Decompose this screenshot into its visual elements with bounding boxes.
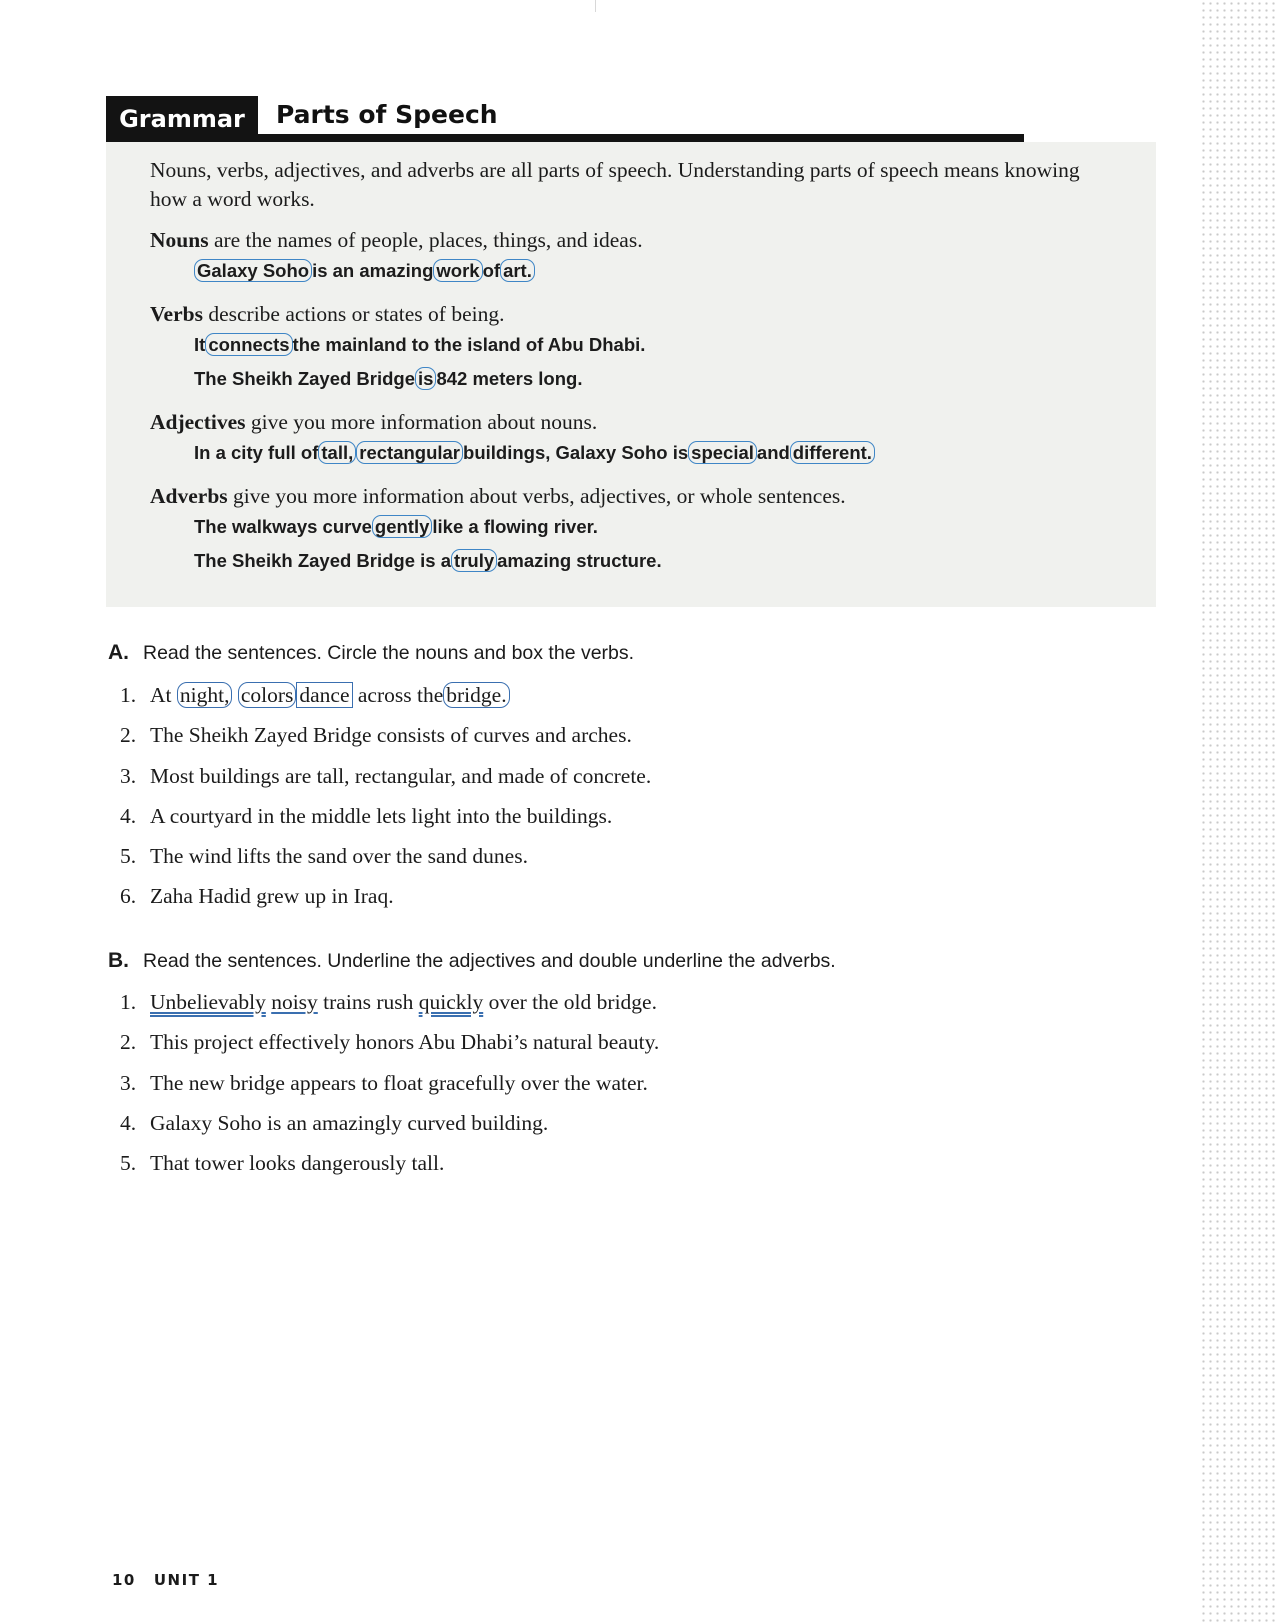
item-text: The Sheikh Zayed Bridge consists of curves and arches.	[150, 723, 632, 748]
example-text: and	[756, 442, 790, 463]
circled-noun: colors	[238, 682, 297, 708]
circled-word: different.	[790, 441, 875, 464]
adjectives-definition	[150, 408, 1110, 436]
circled-word: art.	[500, 259, 535, 282]
nouns-definition	[150, 226, 1110, 254]
example-text: the mainland to the island of Abu Dhabi.	[292, 334, 646, 355]
instruction-text: Read the sentences. Circle the nouns and box the verbs.	[143, 642, 635, 664]
exercise-b-instruction	[108, 949, 836, 973]
item-number: 4.	[120, 1110, 137, 1135]
item-text: The wind lifts the sand over the sand dunes.	[150, 844, 528, 869]
circled-word: gently	[372, 515, 432, 538]
exercise-letter: A.	[108, 641, 129, 664]
adverbs-definition	[150, 482, 1110, 510]
list-item	[120, 1143, 659, 1183]
item-text: A courtyard in the middle lets light into the buildings.	[150, 803, 613, 828]
item-text: This project effectively honors Abu Dhabi’s natural beauty.	[150, 1030, 660, 1055]
example-text: The Sheikh Zayed Bridge is a	[194, 550, 452, 571]
circled-word: truly	[451, 549, 497, 572]
item-text: across the	[357, 683, 444, 707]
example-text: amazing structure.	[497, 550, 662, 571]
circled-word: connects	[205, 333, 292, 356]
double-underlined-adverb: Unbelievably	[150, 990, 266, 1014]
example-text: It	[194, 334, 206, 355]
verbs-definition	[150, 300, 1110, 328]
underlined-adjective: noisy	[271, 990, 318, 1014]
item-number: 5.	[120, 1151, 137, 1176]
list-item	[120, 756, 651, 796]
exercise-a-instruction	[108, 641, 634, 665]
item-number: 3.	[120, 1070, 137, 1095]
circled-noun: night,	[177, 682, 233, 708]
list-item	[120, 675, 651, 715]
circled-word: work	[433, 259, 482, 282]
adjectives-desc: give you more information about nouns.	[245, 410, 598, 434]
verbs-example-1	[150, 328, 1110, 362]
list-item	[120, 1063, 659, 1103]
grammar-tag: Grammar	[106, 96, 258, 142]
exercise-a-list	[120, 675, 651, 917]
example-text: is an amazing	[312, 260, 434, 281]
circled-word: special	[688, 441, 757, 464]
verbs-example-2	[150, 362, 1110, 396]
example-text: like a flowing river.	[432, 516, 598, 537]
item-number: 2.	[120, 1030, 137, 1055]
top-crop-mark	[595, 0, 596, 12]
boxed-verb: dance	[296, 682, 352, 708]
adverbs-example-1	[150, 510, 1110, 544]
item-number: 1.	[120, 990, 137, 1014]
item-text: Galaxy Soho is an amazingly curved building.	[150, 1110, 549, 1135]
nouns-desc: are the names of people, places, things, and ideas.	[208, 228, 643, 252]
exercise-b-list	[120, 982, 659, 1183]
verbs-term: Verbs	[150, 302, 203, 326]
item-number: 3.	[120, 763, 137, 788]
item-text: Most buildings are tall, rectangular, and made of concrete.	[150, 763, 652, 788]
intro-paragraph: Nouns, verbs, adjectives, and adverbs are all parts of speech. Understanding parts of speech means knowing how a word works.	[150, 158, 1080, 211]
item-number: 6.	[120, 884, 137, 909]
list-item	[120, 836, 651, 876]
item-text: Zaha Hadid grew up in Iraq.	[150, 884, 394, 909]
item-number: 2.	[120, 723, 137, 748]
list-item	[120, 1022, 659, 1062]
example-text: The Sheikh Zayed Bridge	[194, 368, 416, 389]
adjectives-term: Adjectives	[150, 410, 246, 434]
dotted-margin-strip	[1200, 0, 1275, 1624]
circled-word: tall,	[318, 441, 356, 464]
double-underlined-adverb: quickly	[418, 990, 484, 1014]
exercise-letter: B.	[108, 949, 129, 972]
example-text: buildings, Galaxy Soho is	[463, 442, 689, 463]
example-text: 842 meters long.	[436, 368, 583, 389]
item-number: 4.	[120, 803, 137, 828]
example-text: In a city full of	[194, 442, 319, 463]
adverbs-example-2	[150, 544, 1110, 578]
instruction-text: Read the sentences. Underline the adjectives and double underline the adverbs.	[143, 950, 836, 972]
list-item	[120, 715, 651, 755]
nouns-example	[150, 254, 1110, 288]
section-title: Parts of Speech	[276, 100, 498, 129]
circled-word: rectangular	[356, 441, 463, 464]
list-item	[120, 1103, 659, 1143]
circled-noun: bridge.	[443, 682, 509, 708]
item-text: That tower looks dangerously tall.	[150, 1151, 445, 1176]
list-item	[120, 796, 651, 836]
item-text: trains rush	[323, 990, 414, 1014]
item-number: 5.	[120, 844, 137, 869]
grammar-explanation-box	[106, 142, 1156, 607]
circled-word: is	[415, 367, 436, 390]
example-text: The walkways curve	[194, 516, 372, 537]
list-item	[120, 876, 651, 916]
adverbs-desc: give you more information about verbs, adjectives, or whole sentences.	[227, 484, 846, 508]
example-text: of	[482, 260, 501, 281]
item-text: At	[150, 683, 172, 707]
circled-word: Galaxy Soho	[194, 259, 312, 282]
page-footer	[112, 1571, 219, 1589]
list-item	[120, 982, 659, 1022]
item-text: The new bridge appears to float gracefully over the water.	[150, 1070, 648, 1095]
item-number: 1.	[120, 683, 137, 707]
section-header	[106, 96, 1024, 142]
item-text: over the old bridge.	[488, 990, 657, 1014]
nouns-term: Nouns	[150, 228, 209, 252]
header-rule	[258, 134, 1024, 142]
adjectives-example	[150, 436, 1110, 470]
verbs-desc: describe actions or states of being.	[202, 302, 505, 326]
adverbs-term: Adverbs	[150, 484, 228, 508]
page-number: 10	[112, 1571, 136, 1589]
unit-label: UNIT 1	[153, 1571, 220, 1589]
